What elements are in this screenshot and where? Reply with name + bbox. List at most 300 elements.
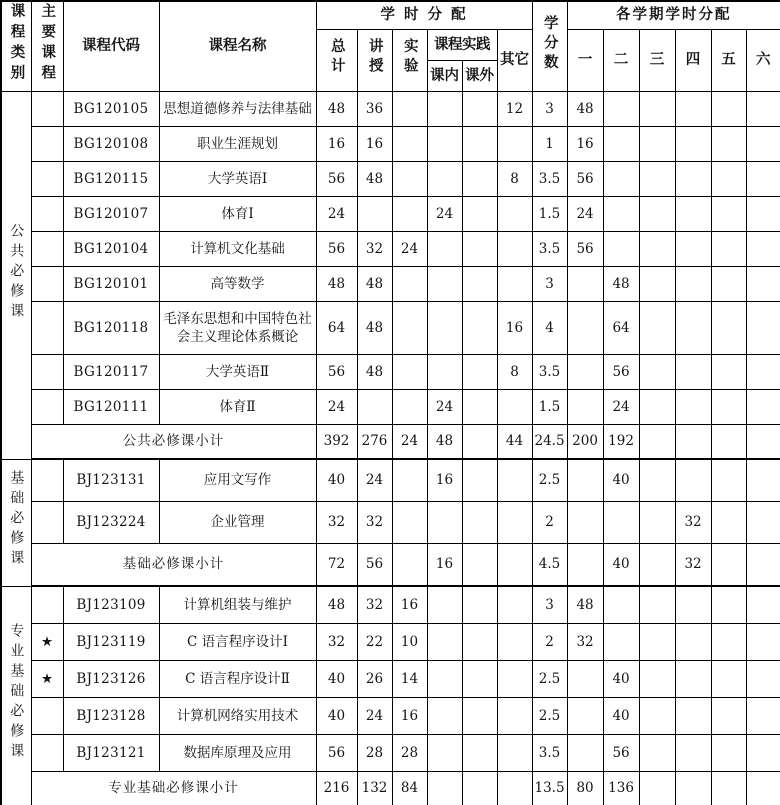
course-row xyxy=(1,91,780,126)
value-cell: 16 xyxy=(392,697,427,734)
value-cell: 32 xyxy=(357,586,392,623)
subtotal-value-cell xyxy=(497,771,532,805)
course-row xyxy=(1,586,780,623)
header-total-hours-label: 总计 xyxy=(328,38,346,77)
course-code-cell: BG120111 xyxy=(63,389,159,424)
header-semester-3: 三 xyxy=(639,29,675,91)
header-course-code: 课程代码 xyxy=(63,1,159,91)
value-cell: 16 xyxy=(427,459,462,501)
subtotal-value-cell: 200 xyxy=(567,424,603,459)
value-cell xyxy=(639,623,675,660)
value-cell xyxy=(639,459,675,501)
value-cell xyxy=(711,91,746,126)
course-name-cell: 职业生涯规划 xyxy=(159,126,316,161)
main-course-cell xyxy=(31,266,63,301)
subtotal-value-cell: 392 xyxy=(316,424,357,459)
value-cell xyxy=(427,734,462,771)
course-name-cell: 计算机网络实用技术 xyxy=(159,697,316,734)
subtotal-value-cell: 276 xyxy=(357,424,392,459)
subtotal-value-cell xyxy=(639,771,675,805)
value-cell xyxy=(711,501,746,543)
header-practice-out-class: 课外 xyxy=(462,60,497,91)
value-cell: 8 xyxy=(497,354,532,389)
value-cell xyxy=(639,697,675,734)
value-cell xyxy=(392,161,427,196)
value-cell xyxy=(639,501,675,543)
value-cell: 16 xyxy=(357,126,392,161)
value-cell: 48 xyxy=(316,266,357,301)
value-cell: 36 xyxy=(357,91,392,126)
value-cell xyxy=(675,459,711,501)
value-cell xyxy=(675,301,711,354)
value-cell xyxy=(711,734,746,771)
value-cell: 24 xyxy=(316,389,357,424)
course-code-cell: BG120104 xyxy=(63,231,159,266)
header-practice-group: 课程实践 xyxy=(427,29,497,60)
course-name-cell: 计算机文化基础 xyxy=(159,231,316,266)
main-course-cell xyxy=(31,586,63,623)
value-cell xyxy=(711,354,746,389)
value-cell xyxy=(462,734,497,771)
course-name-cell: 大学英语Ⅱ xyxy=(159,354,316,389)
value-cell xyxy=(639,266,675,301)
value-cell xyxy=(427,301,462,354)
course-row xyxy=(1,660,780,697)
value-cell xyxy=(427,697,462,734)
value-cell xyxy=(567,660,603,697)
value-cell xyxy=(603,623,639,660)
value-cell: 56 xyxy=(603,734,639,771)
value-cell: 24 xyxy=(603,389,639,424)
key-course-star-icon: ★ xyxy=(31,660,63,697)
value-cell xyxy=(746,126,780,161)
course-row xyxy=(1,623,780,660)
value-cell: 48 xyxy=(357,354,392,389)
value-cell: 2 xyxy=(532,501,567,543)
subtotal-value-cell xyxy=(711,771,746,805)
value-cell xyxy=(639,734,675,771)
subtotal-value-cell: 80 xyxy=(567,771,603,805)
course-name-cell: C 语言程序设计Ⅰ xyxy=(159,623,316,660)
value-cell: 40 xyxy=(316,660,357,697)
value-cell: 3.5 xyxy=(532,734,567,771)
subtotal-value-cell xyxy=(711,543,746,586)
value-cell xyxy=(567,354,603,389)
value-cell: 56 xyxy=(316,161,357,196)
value-cell xyxy=(462,161,497,196)
subtotal-label-cell: 公共必修课小计 xyxy=(31,424,316,459)
course-name-cell: 思想道德修养与法律基础 xyxy=(159,91,316,126)
value-cell xyxy=(603,231,639,266)
value-cell: 48 xyxy=(357,161,392,196)
value-cell xyxy=(603,501,639,543)
value-cell xyxy=(497,389,532,424)
subtotal-label-cell: 基础必修课小计 xyxy=(31,543,316,586)
value-cell: 16 xyxy=(316,126,357,161)
value-cell: 48 xyxy=(603,266,639,301)
main-course-cell xyxy=(31,501,63,543)
value-cell: 8 xyxy=(497,161,532,196)
course-code-cell: BG120108 xyxy=(63,126,159,161)
value-cell: 3.5 xyxy=(532,354,567,389)
subtotal-value-cell: 16 xyxy=(427,543,462,586)
value-cell: 24 xyxy=(427,196,462,231)
value-cell xyxy=(462,231,497,266)
value-cell xyxy=(639,196,675,231)
value-cell xyxy=(675,389,711,424)
header-total-hours xyxy=(316,29,357,91)
subtotal-value-cell xyxy=(711,424,746,459)
value-cell: 48 xyxy=(316,91,357,126)
value-cell xyxy=(392,196,427,231)
value-cell xyxy=(462,126,497,161)
value-cell xyxy=(392,389,427,424)
subtotal-value-cell: 32 xyxy=(675,543,711,586)
header-semester-group: 各学期学时分配 xyxy=(567,1,780,29)
value-cell: 28 xyxy=(392,734,427,771)
value-cell: 32 xyxy=(567,623,603,660)
value-cell: 40 xyxy=(316,697,357,734)
subtotal-value-cell: 24 xyxy=(392,424,427,459)
course-row xyxy=(1,697,780,734)
course-code-cell: BJ123126 xyxy=(63,660,159,697)
value-cell xyxy=(603,586,639,623)
value-cell xyxy=(711,660,746,697)
main-course-cell xyxy=(31,91,63,126)
value-cell: 16 xyxy=(497,301,532,354)
header-practice-in-class: 课内 xyxy=(427,60,462,91)
value-cell xyxy=(711,623,746,660)
value-cell xyxy=(427,91,462,126)
value-cell: 2.5 xyxy=(532,660,567,697)
value-cell: 2.5 xyxy=(532,697,567,734)
value-cell xyxy=(427,501,462,543)
value-cell xyxy=(675,196,711,231)
subtotal-value-cell xyxy=(462,543,497,586)
value-cell xyxy=(497,623,532,660)
value-cell xyxy=(462,266,497,301)
value-cell xyxy=(567,697,603,734)
value-cell: 56 xyxy=(316,231,357,266)
value-cell: 56 xyxy=(316,734,357,771)
value-cell: 48 xyxy=(567,91,603,126)
course-name-cell: 高等数学 xyxy=(159,266,316,301)
header-course-category-label: 课程类别 xyxy=(8,2,26,85)
course-name-cell: 应用文写作 xyxy=(159,459,316,501)
value-cell: 32 xyxy=(675,501,711,543)
value-cell xyxy=(675,734,711,771)
value-cell: 1 xyxy=(532,126,567,161)
course-name-cell: 体育Ⅰ xyxy=(159,196,316,231)
value-cell xyxy=(427,231,462,266)
value-cell xyxy=(392,459,427,501)
value-cell xyxy=(567,501,603,543)
header-main-course xyxy=(31,1,63,91)
value-cell xyxy=(711,459,746,501)
value-cell: 40 xyxy=(316,459,357,501)
subtotal-value-cell xyxy=(746,543,780,586)
subtotal-row xyxy=(1,543,780,586)
header-hours-group: 学 时 分 配 xyxy=(316,1,532,29)
value-cell: 3 xyxy=(532,91,567,126)
subtotal-value-cell: 72 xyxy=(316,543,357,586)
course-code-cell: BG120118 xyxy=(63,301,159,354)
subtotal-value-cell xyxy=(392,543,427,586)
key-course-star-icon: ★ xyxy=(31,623,63,660)
course-row xyxy=(1,196,780,231)
value-cell: 22 xyxy=(357,623,392,660)
course-code-cell: BJ123109 xyxy=(63,586,159,623)
value-cell xyxy=(639,660,675,697)
value-cell xyxy=(392,266,427,301)
value-cell xyxy=(746,91,780,126)
value-cell xyxy=(497,459,532,501)
course-name-cell: C 语言程序设计Ⅱ xyxy=(159,660,316,697)
value-cell: 12 xyxy=(497,91,532,126)
subtotal-value-cell: 4.5 xyxy=(532,543,567,586)
category-cell xyxy=(1,586,31,805)
value-cell xyxy=(675,354,711,389)
course-row xyxy=(1,266,780,301)
course-code-cell: BJ123224 xyxy=(63,501,159,543)
subtotal-value-cell: 13.5 xyxy=(532,771,567,805)
value-cell: 48 xyxy=(316,586,357,623)
value-cell: 56 xyxy=(316,354,357,389)
value-cell: 40 xyxy=(603,459,639,501)
value-cell xyxy=(711,586,746,623)
value-cell xyxy=(462,623,497,660)
value-cell xyxy=(392,501,427,543)
value-cell xyxy=(427,354,462,389)
value-cell: 32 xyxy=(357,501,392,543)
value-cell xyxy=(603,91,639,126)
subtotal-value-cell: 48 xyxy=(427,424,462,459)
main-course-cell xyxy=(31,231,63,266)
subtotal-value-cell: 56 xyxy=(357,543,392,586)
header-course-name: 课程名称 xyxy=(159,1,316,91)
value-cell xyxy=(497,231,532,266)
value-cell xyxy=(497,734,532,771)
value-cell xyxy=(675,660,711,697)
subtotal-value-cell xyxy=(497,543,532,586)
subtotal-row xyxy=(1,771,780,805)
value-cell xyxy=(639,161,675,196)
value-cell xyxy=(746,161,780,196)
subtotal-value-cell: 44 xyxy=(497,424,532,459)
value-cell xyxy=(639,354,675,389)
value-cell xyxy=(462,697,497,734)
value-cell xyxy=(639,586,675,623)
table-header xyxy=(1,1,780,91)
header-other-hours: 其它 xyxy=(497,29,532,91)
course-name-cell: 企业管理 xyxy=(159,501,316,543)
value-cell xyxy=(746,459,780,501)
value-cell xyxy=(639,389,675,424)
value-cell: 3.5 xyxy=(532,161,567,196)
course-row xyxy=(1,501,780,543)
value-cell xyxy=(392,126,427,161)
subtotal-value-cell xyxy=(746,424,780,459)
main-course-cell xyxy=(31,196,63,231)
value-cell xyxy=(497,586,532,623)
value-cell: 10 xyxy=(392,623,427,660)
value-cell xyxy=(567,459,603,501)
header-experiment-hours-label: 实验 xyxy=(401,38,419,77)
value-cell xyxy=(746,301,780,354)
value-cell xyxy=(675,623,711,660)
value-cell xyxy=(746,389,780,424)
subtotal-value-cell: 84 xyxy=(392,771,427,805)
value-cell xyxy=(462,586,497,623)
value-cell xyxy=(675,586,711,623)
value-cell xyxy=(746,697,780,734)
value-cell xyxy=(462,459,497,501)
value-cell xyxy=(603,161,639,196)
value-cell xyxy=(567,301,603,354)
value-cell xyxy=(675,161,711,196)
value-cell xyxy=(711,266,746,301)
value-cell: 3 xyxy=(532,586,567,623)
value-cell xyxy=(711,126,746,161)
value-cell xyxy=(392,91,427,126)
value-cell xyxy=(497,196,532,231)
value-cell xyxy=(427,266,462,301)
value-cell xyxy=(427,161,462,196)
value-cell xyxy=(462,301,497,354)
course-code-cell: BJ123131 xyxy=(63,459,159,501)
value-cell xyxy=(462,354,497,389)
course-row xyxy=(1,126,780,161)
value-cell xyxy=(427,126,462,161)
header-credits-label: 学分数 xyxy=(541,14,559,73)
category-label: 专业基础必修课 xyxy=(8,623,25,764)
main-course-cell xyxy=(31,697,63,734)
course-code-cell: BG120101 xyxy=(63,266,159,301)
table-body xyxy=(1,91,780,805)
value-cell xyxy=(675,697,711,734)
header-experiment-hours xyxy=(392,29,427,91)
value-cell xyxy=(746,623,780,660)
header-lecture-hours xyxy=(357,29,392,91)
value-cell: 32 xyxy=(357,231,392,266)
subtotal-value-cell: 192 xyxy=(603,424,639,459)
value-cell xyxy=(427,623,462,660)
value-cell xyxy=(675,91,711,126)
value-cell xyxy=(639,91,675,126)
value-cell xyxy=(357,389,392,424)
value-cell: 48 xyxy=(357,301,392,354)
course-code-cell: BG120107 xyxy=(63,196,159,231)
value-cell xyxy=(392,301,427,354)
main-course-cell xyxy=(31,354,63,389)
course-row xyxy=(1,734,780,771)
subtotal-value-cell xyxy=(639,424,675,459)
value-cell: 24 xyxy=(357,459,392,501)
value-cell: 24 xyxy=(427,389,462,424)
value-cell: 56 xyxy=(567,231,603,266)
subtotal-value-cell xyxy=(462,771,497,805)
value-cell xyxy=(462,660,497,697)
value-cell: 3 xyxy=(532,266,567,301)
category-cell xyxy=(1,459,31,586)
value-cell xyxy=(711,697,746,734)
subtotal-value-cell: 24.5 xyxy=(532,424,567,459)
subtotal-value-cell xyxy=(675,771,711,805)
value-cell: 24 xyxy=(316,196,357,231)
value-cell xyxy=(497,266,532,301)
value-cell: 56 xyxy=(603,354,639,389)
course-name-cell: 大学英语Ⅰ xyxy=(159,161,316,196)
main-course-cell xyxy=(31,301,63,354)
value-cell xyxy=(675,231,711,266)
course-row xyxy=(1,354,780,389)
value-cell xyxy=(462,501,497,543)
subtotal-value-cell: 40 xyxy=(603,543,639,586)
category-cell xyxy=(1,91,31,459)
value-cell xyxy=(639,126,675,161)
value-cell: 24 xyxy=(392,231,427,266)
course-code-cell: BG120115 xyxy=(63,161,159,196)
value-cell: 28 xyxy=(357,734,392,771)
subtotal-value-cell xyxy=(567,543,603,586)
value-cell xyxy=(603,126,639,161)
header-main-course-label: 主要课程 xyxy=(39,2,57,85)
header-semester-6: 六 xyxy=(746,29,780,91)
header-credits xyxy=(532,1,567,91)
value-cell: 16 xyxy=(567,126,603,161)
value-cell: 32 xyxy=(316,501,357,543)
subtotal-row xyxy=(1,424,780,459)
value-cell xyxy=(746,734,780,771)
value-cell xyxy=(711,196,746,231)
value-cell xyxy=(746,231,780,266)
subtotal-value-cell: 136 xyxy=(603,771,639,805)
value-cell xyxy=(427,586,462,623)
subtotal-value-cell: 216 xyxy=(316,771,357,805)
value-cell xyxy=(392,354,427,389)
value-cell: 2.5 xyxy=(532,459,567,501)
value-cell: 24 xyxy=(567,196,603,231)
value-cell xyxy=(675,266,711,301)
value-cell: 40 xyxy=(603,697,639,734)
main-course-cell xyxy=(31,734,63,771)
value-cell xyxy=(746,586,780,623)
value-cell: 40 xyxy=(603,660,639,697)
value-cell xyxy=(675,126,711,161)
header-semester-5: 五 xyxy=(711,29,746,91)
value-cell xyxy=(711,231,746,266)
header-semester-1: 一 xyxy=(567,29,603,91)
value-cell: 56 xyxy=(567,161,603,196)
main-course-cell xyxy=(31,161,63,196)
course-row xyxy=(1,459,780,501)
course-name-cell: 数据库原理及应用 xyxy=(159,734,316,771)
value-cell xyxy=(357,196,392,231)
value-cell xyxy=(427,660,462,697)
course-name-cell: 体育Ⅱ xyxy=(159,389,316,424)
value-cell: 48 xyxy=(357,266,392,301)
value-cell xyxy=(497,697,532,734)
value-cell xyxy=(497,126,532,161)
value-cell: 3.5 xyxy=(532,231,567,266)
value-cell xyxy=(639,231,675,266)
value-cell: 26 xyxy=(357,660,392,697)
value-cell: 64 xyxy=(603,301,639,354)
value-cell: 48 xyxy=(567,586,603,623)
value-cell: 24 xyxy=(357,697,392,734)
value-cell xyxy=(497,501,532,543)
header-semester-4: 四 xyxy=(675,29,711,91)
